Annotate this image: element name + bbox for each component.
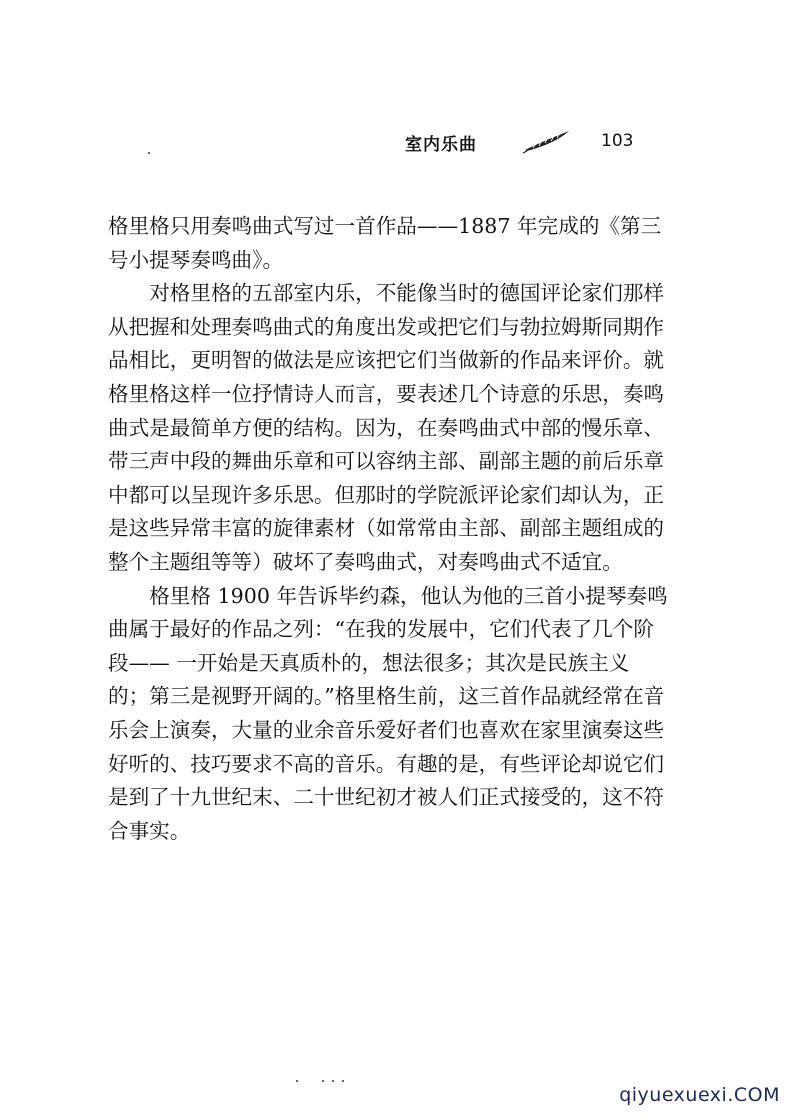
paragraph: 格里格只用奏鸣曲式写过一首作品——1887 年完成的《第三号小提琴奏鸣曲》。: [108, 214, 662, 272]
scan-speck: [342, 1080, 344, 1082]
scan-speck: [332, 1080, 334, 1082]
scan-speck: [148, 152, 150, 154]
page-number: 103: [601, 131, 634, 151]
body-text: [108, 210, 668, 848]
quill-pen-icon: [523, 128, 571, 154]
scan-speck: [296, 1080, 298, 1082]
scan-speck: [322, 1080, 324, 1082]
header-title: 室内乐曲: [405, 135, 477, 155]
site-watermark: qiyuexuexi.COM: [619, 1084, 780, 1106]
paragraph: 格里格 1900 年告诉毕约森，他认为他的三首小提琴奏鸣曲属于最好的作品之列：“在我的发展中，它们代表了几个阶段—— 一开始是天真质朴的，想法很多；其次是民族主义的；第三是视野开阔的。”格里格生前，这三首作品就经常在音乐会上演奏，大量的业余音乐爱好者们也喜欢在家里演奏这些好听的、技巧要求不高的音乐。有趣的是，有些评论却说它们是到了十九世纪末、二十世纪初才被人们正式接受的，这不符合事实。: [108, 583, 668, 843]
paragraph: 对格里格的五部室内乐，不能像当时的德国评论家们那样从把握和处理奏鸣曲式的角度出发或把它们与勃拉姆斯同期作品相比，更明智的做法是应该把它们当做新的作品来评价。就格里格这样一位抒情诗人而言，要表述几个诗意的乐思，奏鸣曲式是最简单方便的结构。因为，在奏鸣曲式中部的慢乐章、带三声中段的舞曲乐章和可以容纳主部、副部主题的前后乐章中都可以呈现许多乐思。但那时的学院派评论家们却认为，正是这些异常丰富的旋律素材（如常常由主部、副部主题组成的整个主题组等等）破坏了奏鸣曲式，对奏鸣曲式不适宜。: [108, 281, 665, 574]
running-header: [405, 128, 665, 158]
